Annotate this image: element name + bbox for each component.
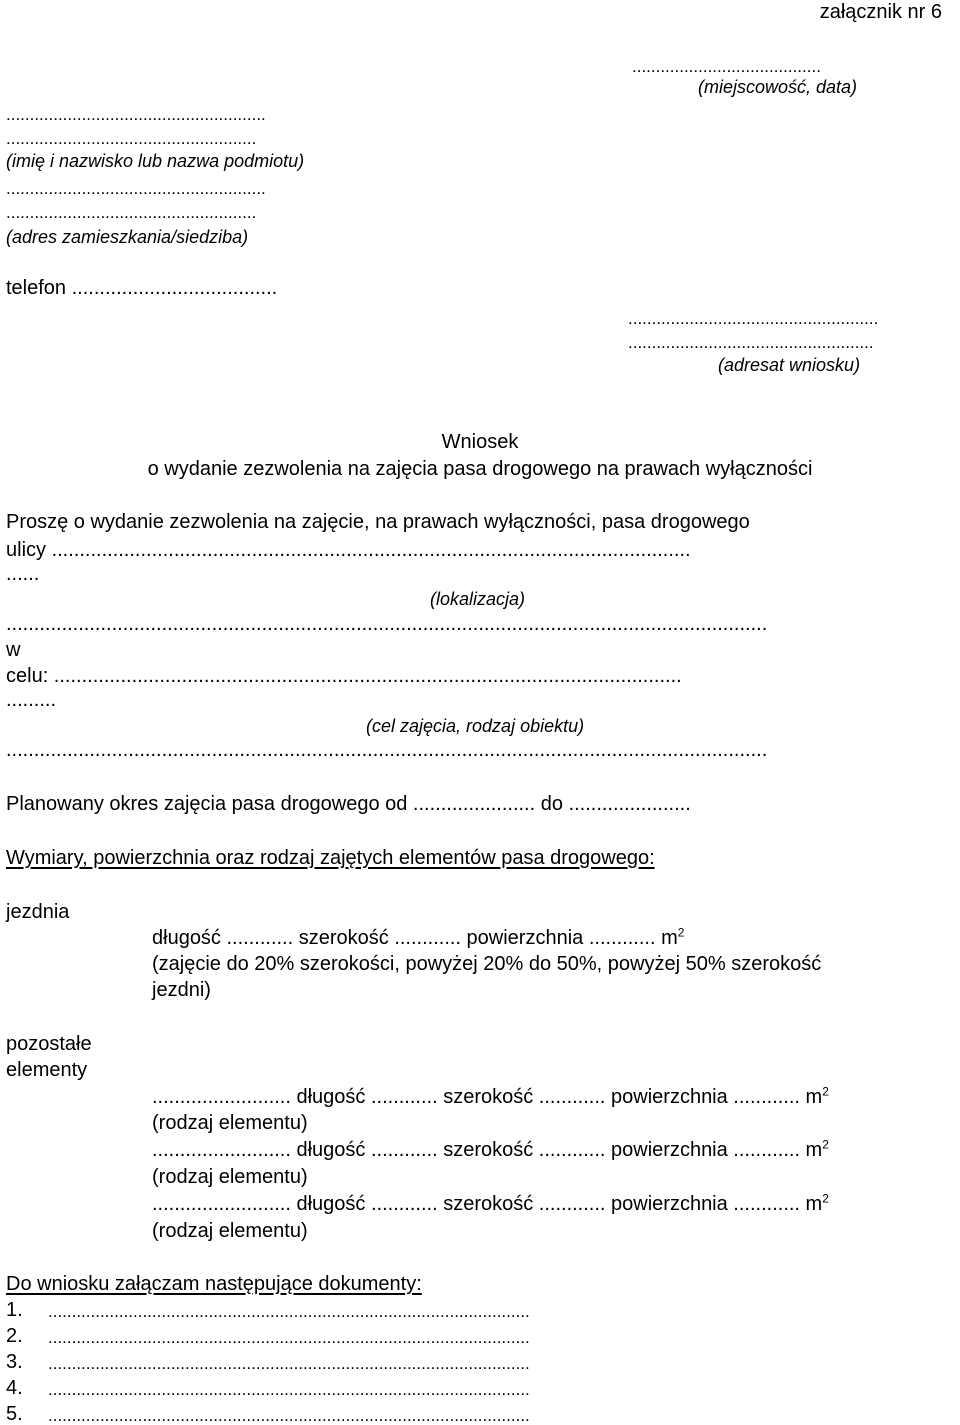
element-row[interactable] <box>152 1191 829 1215</box>
other-elements-label-1: pozostałe <box>6 1033 92 1055</box>
purpose-label: (cel zajęcia, rodzaj obiektu) <box>366 716 585 736</box>
element-type-label: (rodzaj elementu) <box>152 1220 308 1242</box>
addressee-dots-1[interactable]: ..................................................... <box>628 309 879 328</box>
applicant-address-label: (adres zamieszkania/siedziba) <box>6 227 249 247</box>
element-row[interactable] <box>152 1084 829 1108</box>
roadway-measurements[interactable] <box>152 925 685 949</box>
place-date-label: (miejscowość, data) <box>698 77 858 97</box>
location-label: (lokalizacja) <box>430 589 526 609</box>
attachment-number: 3. <box>6 1351 23 1373</box>
square-unit-sup: 2 <box>677 925 685 940</box>
annex-label: załącznik nr 6 <box>819 1 942 23</box>
attachment-dots[interactable]: ...................................................................................................... <box>48 1380 530 1399</box>
roadway-note: (zajęcie do 20% szerokości, powyżej 20% do 50%, powyżej 50% szerokość <box>152 953 822 975</box>
applicant-name-dots-2[interactable]: ..................................................... <box>6 129 257 148</box>
street-field-cont[interactable]: ...... <box>6 563 40 585</box>
attachment-number: 5. <box>6 1403 23 1425</box>
phone-label: telefon <box>6 277 67 299</box>
place-date-dots[interactable]: ........................................ <box>632 57 821 76</box>
occupation-period[interactable]: Planowany okres zajęcia pasa drogowego od ...................... do ...................... <box>6 793 691 815</box>
attachment-dots[interactable]: ...................................................................................................... <box>48 1354 530 1373</box>
attachment-number: 2. <box>6 1325 23 1347</box>
attachment-dots[interactable]: ...................................................................................................... <box>48 1406 530 1425</box>
element-row[interactable] <box>152 1137 829 1161</box>
element-row-text: ......................... długość ............ szerokość ............ powierzchnia ............ m <box>152 1139 823 1161</box>
element-type-label: (rodzaj elementu) <box>152 1166 308 1188</box>
applicant-address-dots-2[interactable]: ..................................................... <box>6 203 257 222</box>
phone-row <box>6 278 277 298</box>
attachment-dots[interactable]: ...................................................................................................... <box>48 1302 530 1321</box>
element-row-text: ......................... długość ............ szerokość ............ powierzchnia ............ m <box>152 1086 823 1108</box>
square-unit-sup: 2 <box>822 1084 829 1099</box>
applicant-name-label: (imię i nazwisko lub nazwa podmiotu) <box>6 151 305 171</box>
square-unit-sup: 2 <box>822 1137 829 1152</box>
addressee-dots-2[interactable]: .................................................... <box>628 333 874 352</box>
applicant-address-dots-1[interactable]: ....................................................... <box>6 179 266 198</box>
document-subtitle: o wydanie zezwolenia na zajęcia pasa drogowego na prawach wyłączności <box>147 458 813 480</box>
purpose-w: w <box>6 639 21 661</box>
roadway-measurements-text: długość ............ szerokość ............ powierzchnia ............ m <box>152 927 678 949</box>
element-type-label: (rodzaj elementu) <box>152 1112 308 1134</box>
square-unit-sup: 2 <box>822 1191 829 1206</box>
other-elements-label-2: elementy <box>6 1059 88 1081</box>
street-field[interactable]: ulicy ................................................................................................................... <box>6 539 691 561</box>
addressee-label: (adresat wniosku) <box>718 355 861 375</box>
element-row-text: ......................... długość ............ szerokość ............ powierzchnia ............ m <box>152 1193 823 1215</box>
roadway-note-cont: jezdni) <box>152 979 211 1001</box>
purpose-field[interactable]: celu: ................................................................................................................. <box>6 665 682 687</box>
dimensions-heading: Wymiary, powierzchnia oraz rodzaj zajętych elementów pasa drogowego: <box>6 847 655 869</box>
phone-dots[interactable]: ..................................... <box>71 277 278 299</box>
document-title: Wniosek <box>441 431 519 453</box>
attachment-number: 4. <box>6 1377 23 1399</box>
request-line: Proszę o wydanie zezwolenia na zajęcie, na prawach wyłączności, pasa drogowego <box>6 511 750 533</box>
attachment-number: 1. <box>6 1299 23 1321</box>
location-dots[interactable]: ......................................................................................................................................... <box>6 613 768 635</box>
applicant-name-dots-1[interactable]: ....................................................... <box>6 105 266 124</box>
purpose-field-cont[interactable]: ......... <box>6 689 57 711</box>
purpose-dots[interactable]: ......................................................................................................................................... <box>6 739 768 761</box>
attachment-dots[interactable]: ...................................................................................................... <box>48 1328 530 1347</box>
roadway-label: jezdnia <box>6 901 70 923</box>
attachments-heading: Do wniosku załączam następujące dokumenty: <box>6 1273 422 1295</box>
